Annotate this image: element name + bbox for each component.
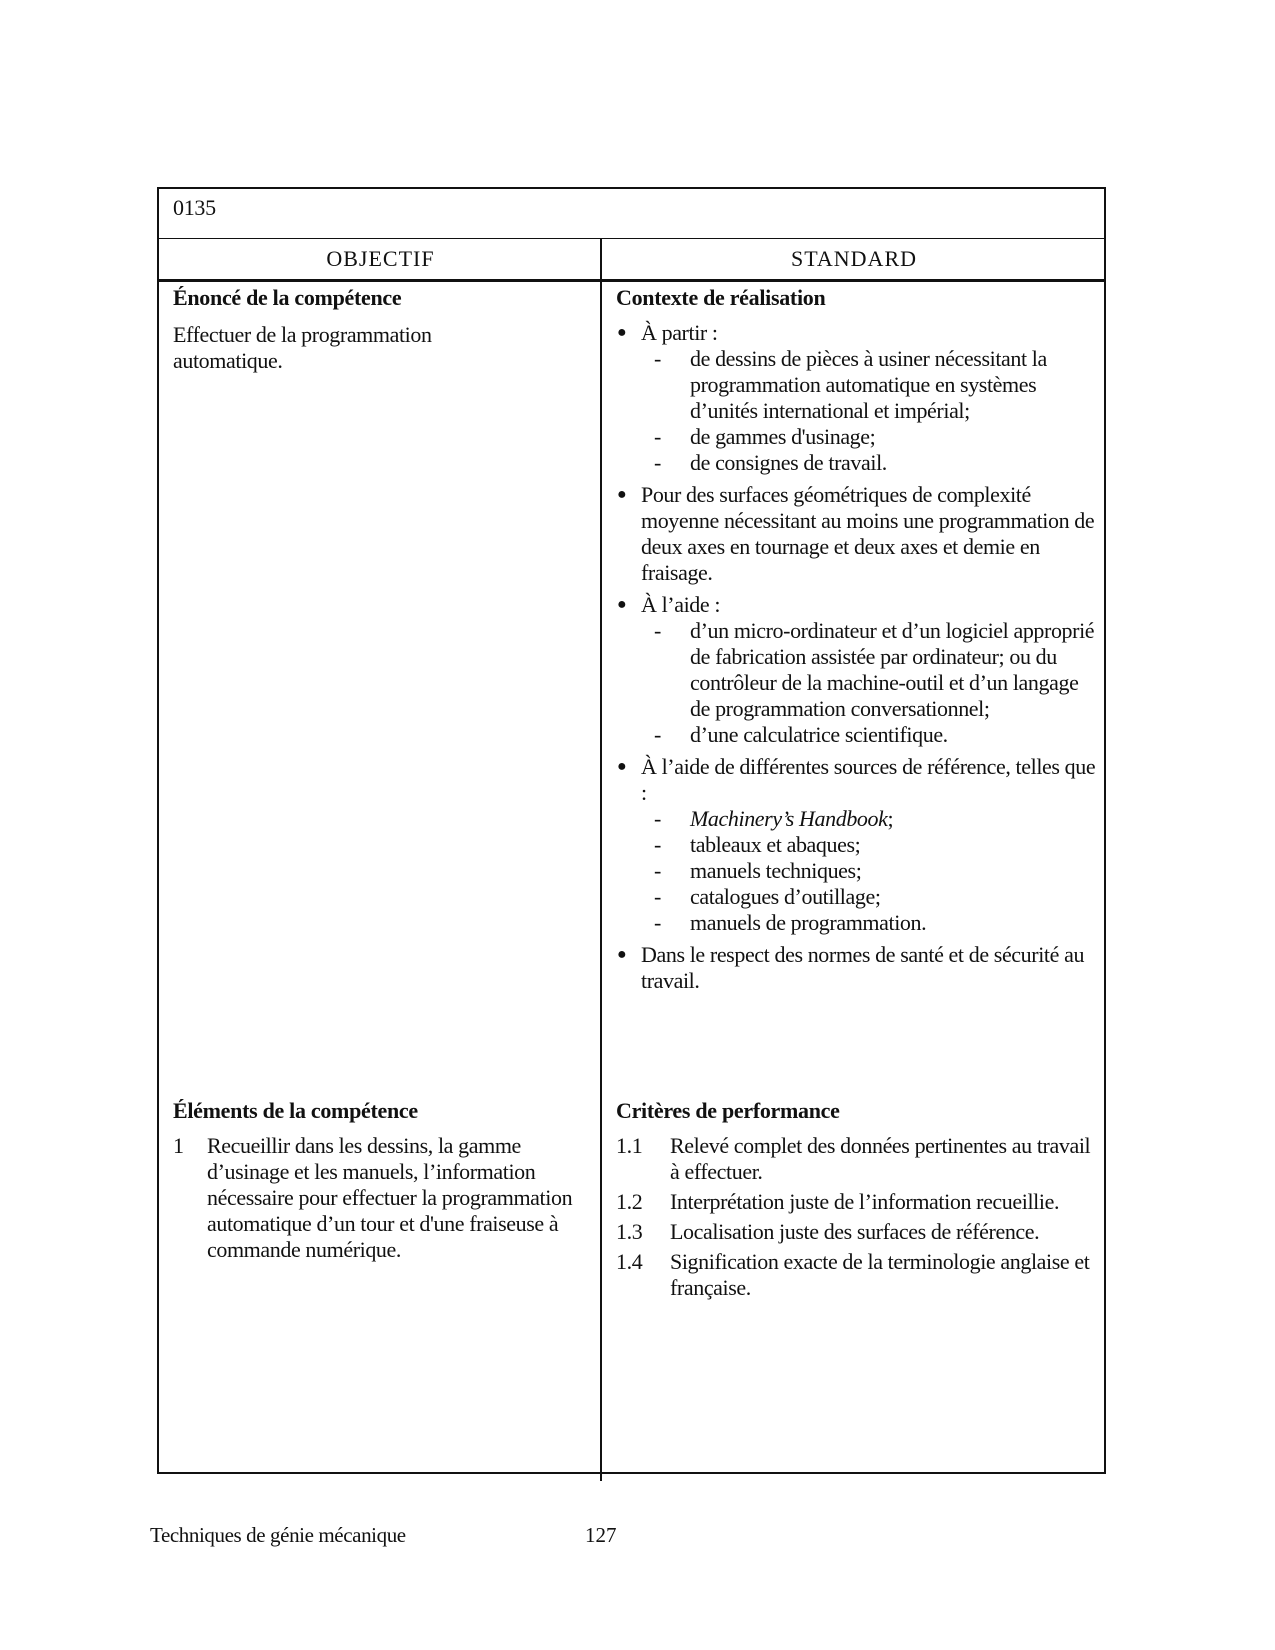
bullet-text: Dans le respect des normes de santé et de sécurité au travail. [641,942,1085,993]
criteres-list [616,1133,1096,1301]
sub-item-text: de dessins de pièces à usiner nécessitant la programmation automatique en systèmes d’unités international et impérial; [690,346,1047,423]
dash-icon: - [654,832,661,857]
footer-title: Techniques de génie mécanique [150,1523,406,1547]
dash-icon: - [654,858,661,883]
contexte-section [616,284,1096,1000]
critere-number: 1.4 [616,1249,643,1274]
header-objectif: OBJECTIF [326,246,435,271]
sub-item [616,346,1096,424]
sub-item-text: catalogues d’outillage; [690,884,881,909]
contexte-sublist [641,806,1096,936]
competency-code: 0135 [173,195,216,220]
elements-title: Éléments de la compétence [173,1098,418,1123]
bullet-text: À l’aide : [641,592,721,617]
sub-item-text: tableaux et abaques; [690,832,861,857]
competency-table [157,187,1106,1474]
critere-number: 1.1 [616,1133,643,1158]
critere-item [616,1133,1096,1185]
critere-text: Signification exacte de la terminologie anglaise et française. [670,1249,1090,1300]
enonce-text: Effectuer de la programmation automatique. [173,322,432,373]
contexte-bullet [616,754,1096,936]
enonce-title: Énoncé de la compétence [173,285,402,310]
dash-icon: - [654,424,661,449]
dash-icon: - [654,346,661,371]
header-row [159,238,1104,282]
contexte-bullet [616,482,1096,586]
column-divider [600,238,602,1481]
contexte-list [616,320,1096,994]
dash-icon: - [654,450,661,475]
bullet-dot-icon: ● [617,486,627,503]
sub-item-suffix: ; [887,806,894,831]
critere-number: 1.3 [616,1219,643,1244]
bullet-dot-icon: ● [617,758,627,775]
element-item [173,1133,583,1263]
sub-item-text: d’un micro-ordinateur et d’un logiciel approprié de fabrication assistée par ordinateur; ou du contrôleur de la machine-outil et d’un langage de programmation conversationnel; [690,618,1095,721]
contexte-bullet [616,320,1096,476]
criteres-title: Critères de performance [616,1098,840,1123]
sub-item-text: de consignes de travail. [690,450,887,475]
bullet-dot-icon: ● [617,596,627,613]
sub-item [616,858,1096,884]
page-number: 127 [585,1523,617,1547]
sub-item-text-italic: Machinery’s Handbook [690,806,888,831]
sub-item [616,884,1096,910]
critere-text: Localisation juste des surfaces de référence. [670,1219,1040,1244]
contexte-sublist [641,346,1096,476]
enonce-section [173,284,583,374]
elements-section [173,1097,583,1267]
sub-item-text: d’une calculatrice scientifique. [690,722,948,747]
contexte-sublist [641,618,1096,748]
sub-item-text: de gammes d'usinage; [690,424,876,449]
sub-item [616,450,1096,476]
header-standard: STANDARD [790,246,918,271]
critere-item [616,1219,1096,1245]
dash-icon: - [654,722,661,747]
sub-item [616,618,1096,722]
sub-item [616,910,1096,936]
critere-number: 1.2 [616,1189,643,1214]
critere-text: Relevé complet des données pertinentes au travail à effectuer. [670,1133,1091,1184]
element-number: 1 [173,1133,184,1158]
critere-item [616,1249,1096,1301]
bullet-text: Pour des surfaces géométriques de complexité moyenne nécessitant au moins une programmation de deux axes en tournage et deux axes et demie en fraisage. [641,482,1095,585]
sub-item-text: manuels de programmation. [690,910,927,935]
critere-item [616,1189,1096,1215]
dash-icon: - [654,884,661,909]
contexte-bullet [616,592,1096,748]
dash-icon: - [654,910,661,935]
code-row [159,189,1104,239]
criteres-section [616,1097,1096,1305]
sub-item [616,722,1096,748]
contexte-title: Contexte de réalisation [616,285,826,310]
contexte-bullet [616,942,1096,994]
elements-list [173,1133,583,1263]
bullet-text: À partir : [641,320,718,345]
sub-item [616,424,1096,450]
sub-item [616,806,1096,832]
sub-item [616,832,1096,858]
sub-item-text: manuels techniques; [690,858,862,883]
dash-icon: - [654,806,661,831]
bullet-text: À l’aide de différentes sources de référence, telles que : [641,754,1096,805]
bullet-dot-icon: ● [617,324,627,341]
critere-text: Interprétation juste de l’information recueillie. [670,1189,1060,1214]
bullet-dot-icon: ● [617,946,627,963]
element-text: Recueillir dans les dessins, la gamme d’usinage et les manuels, l’information nécessaire pour effectuer la programmation automatique d’un tour et d'une fraiseuse à commande numérique. [207,1133,573,1262]
dash-icon: - [654,618,661,643]
